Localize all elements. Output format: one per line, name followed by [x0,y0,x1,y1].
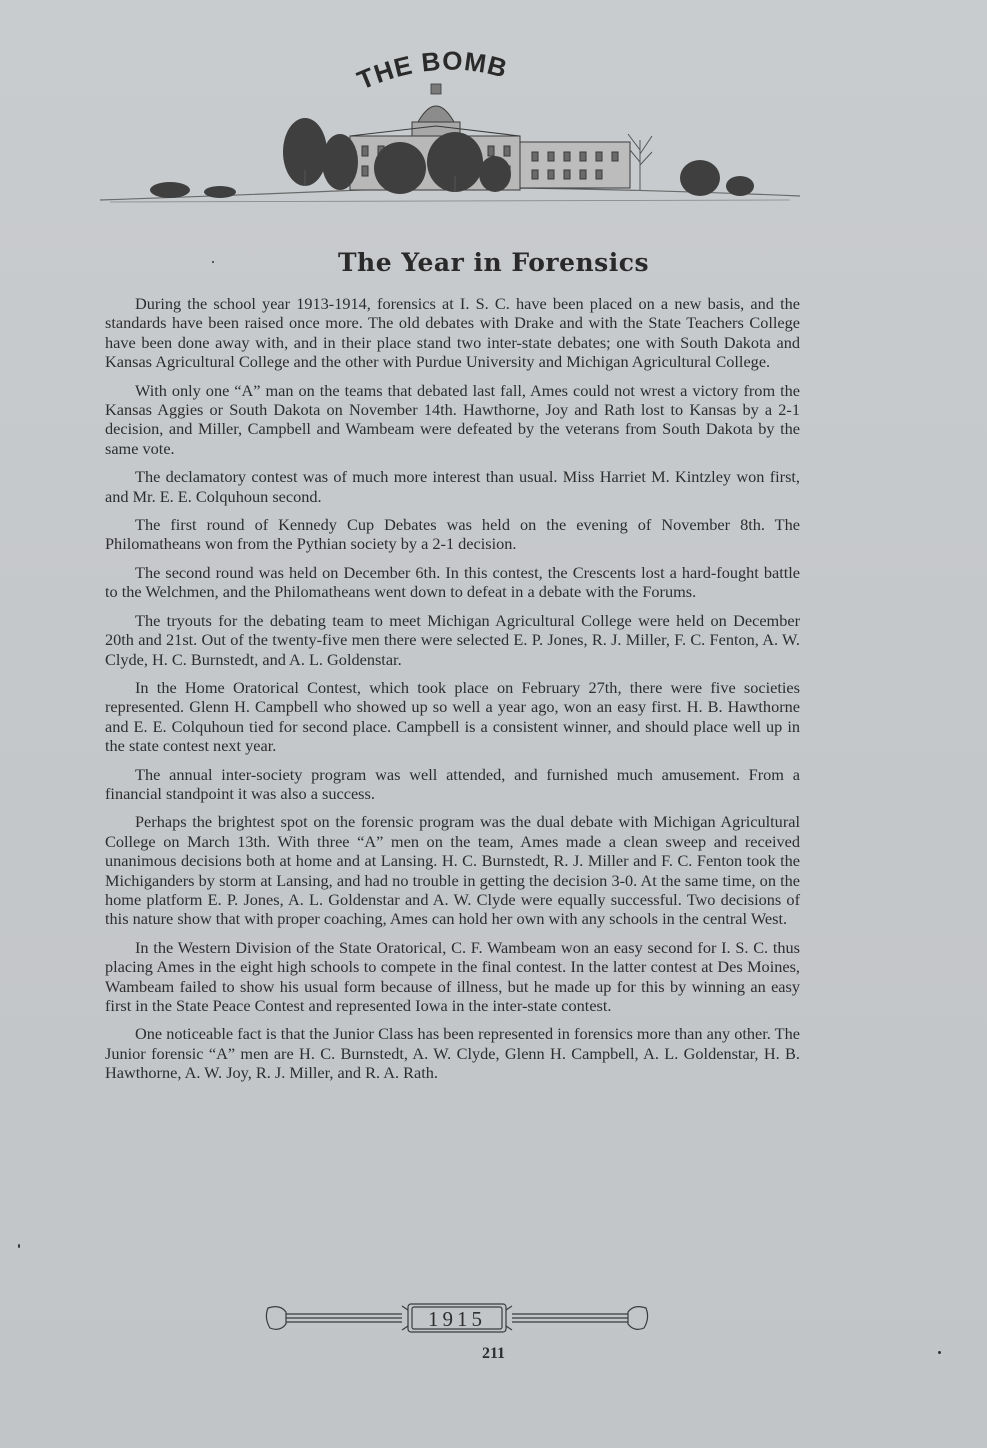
print-speck [212,261,214,263]
page-number: 211 [481,1345,506,1362]
paragraph: In the Home Oratorical Contest, which took place on February 27th, there were five societies represented. Glenn H. Campbell who showed up so well a year ago, won an easy first. H. B. Hawthorne and E. E. Colquhoun tied for second place. Campbell is a consistent winner, and should place well up in the state contest next year. [105,677,800,756]
print-speck [938,1351,941,1354]
masthead-title: THE BOMB [352,50,512,96]
year-banner [262,1300,652,1336]
page-title: The Year in Forensics [337,248,650,277]
paragraph: The declamatory contest was of much more interest than usual. Miss Harriet M. Kintzley won first, and Mr. E. E. Colquhoun second. [105,467,800,506]
paragraph: During the school year 1913-1914, forensics at I. S. C. have been placed on a new basis, and the standards have been raised once more. The old debates with Drake and with the State Teachers College have been done away with, and in their place stand two inter-state debates; one with South Dakota and Kansas Agricultural College and the other with Purdue University and Michigan Agricultural College. [105,294,800,372]
paragraph: The first round of Kennedy Cup Debates was held on the evening of November 8th. The Philomatheans won from the Pythian society by a 2-1 decision. [105,515,800,554]
paragraph: The annual inter-society program was well attended, and furnished much amusement. From a financial standpoint it was also a success. [105,764,800,803]
paragraph: With only one “A” man on the teams that debated last fall, Ames could not wrest a victory from the Kansas Aggies or South Dakota on November 14th. Hawthorne, Joy and Rath lost to Kansas by a 2-1 decision, and Miller, Campbell and Wambeam were defeated by the veterans from South Dakota by the same vote. [105,380,800,458]
article-body [105,294,800,1092]
paragraph: The tryouts for the debating team to meet Michigan Agricultural College were held on December 20th and 21st. Out of the twenty-five men there were selected E. P. Jones, R. J. Miller, F. C. Fenton, A. W. Clyde, H. C. Burnstedt, and A. L. Goldenstar. [105,610,800,669]
paragraph: In the Western Division of the State Oratorical, C. F. Wambeam won an easy second for I. S. C. thus placing Ames in the eight high schools to compete in the final contest. In the latter contest at Des Moines, Wambeam failed to show his usual form because of illness, but he made up for this by winning an easy first in the State Peace Contest and represented Iowa in the inter-state contest. [105,937,800,1015]
paragraph: The second round was held on December 6th. In this contest, the Crescents lost a hard-fought battle to the Welchmen, and the Philomatheans went down to defeat in a debate with the Forums. [105,562,800,602]
print-speck [18,1244,20,1248]
paragraph: Perhaps the brightest spot on the forensic program was the dual debate with Michigan Agricultural College on March 13th. With three “A” men on the team, Ames made a clean sweep and received unanimous decisions both at home and at Lansing. H. C. Burnstedt, R. J. Miller and F. C. Fenton took the Michiganders by storm at Lansing, and had no trouble in getting the decision 3-0. At the same time, on the home platform E. P. Jones, A. L. Goldenstar and A. W. Clyde were equally successful. Two decisions of this nature show that with proper coaching, Ames can hold her own with any schools in the central West. [105,812,800,929]
year-label: 1915 [428,1307,486,1331]
footer-ornament [262,1300,652,1336]
masthead-illustration [100,50,800,220]
campus-building-illustration [100,50,800,220]
paragraph: One noticeable fact is that the Junior Class has been represented in forensics more than any other. The Junior forensic “A” men are H. C. Burnstedt, A. W. Clyde, Glenn H. Campbell, A. L. Goldenstar, H. B. Hawthorne, A. W. Joy, R. J. Miller, and R. A. Rath. [105,1024,800,1083]
